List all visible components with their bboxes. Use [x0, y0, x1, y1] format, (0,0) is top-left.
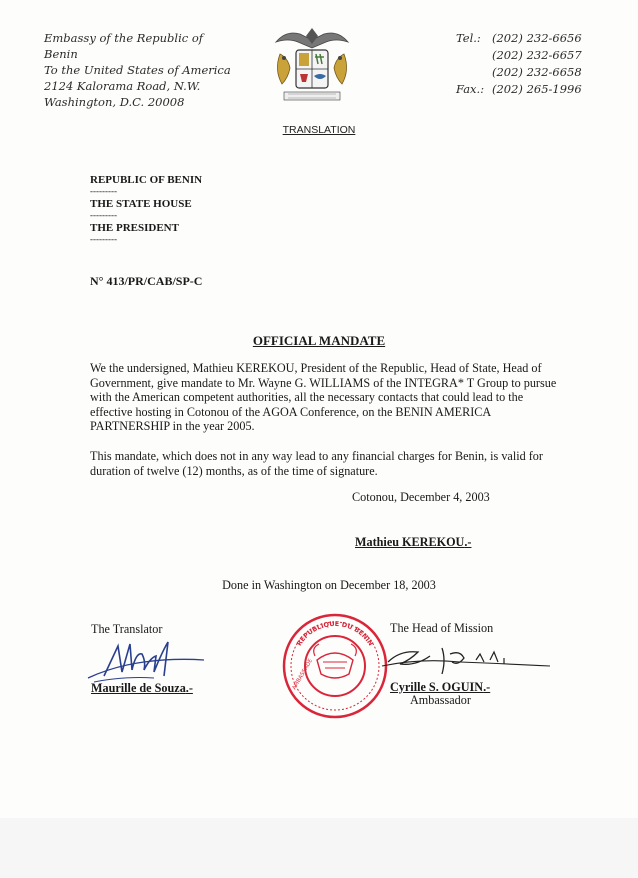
contact-label: Tel.: — [456, 31, 481, 45]
signer-name-text: Mathieu KEREKOU — [355, 535, 465, 549]
document-title: OFFICIAL MANDATE — [252, 333, 386, 348]
seal-top-text: REPUBLIQUE DU BENIN — [295, 619, 375, 648]
head-of-mission-role: Ambassador — [410, 693, 471, 707]
address-line-3: 2124 Kalorama Road, N.W. — [44, 79, 201, 93]
issuer-heading — [90, 174, 202, 246]
heading-divider: --------- — [90, 234, 117, 244]
translator-suffix: .- — [185, 681, 193, 695]
address-line-4: Washington, D.C. 20008 — [44, 95, 185, 109]
head-of-mission-name-text: Cyrille S. OGUIN — [390, 680, 484, 694]
contact-row — [456, 47, 616, 64]
heading-divider: --------- — [90, 210, 117, 220]
signer-name — [355, 535, 471, 550]
translation-label: TRANSLATION — [282, 124, 356, 136]
heading-divider: --------- — [90, 186, 117, 196]
embassy-seal — [281, 612, 389, 720]
place-and-date: Cotonou, December 4, 2003 — [352, 490, 490, 504]
page-bottom-margin — [0, 818, 638, 878]
body-paragraph-2: This mandate, which does not in any way lead to any financial charges for Benin, is valid for duration of twelve (12) months, as of the time of signature. — [90, 449, 543, 478]
translator-name — [91, 681, 193, 696]
signer-suffix: .- — [464, 535, 472, 549]
head-of-mission-suffix: .- — [483, 680, 491, 694]
translator-name-text: Maurille de Souza — [91, 681, 186, 695]
contact-row — [456, 30, 616, 47]
address-line-1: Embassy of the Republic of Benin — [44, 31, 204, 61]
contact-label — [456, 64, 492, 81]
done-in-line: Done in Washington on December 18, 2003 — [222, 578, 436, 592]
contact-label — [456, 47, 492, 64]
embassy-address — [44, 30, 234, 110]
benin-coat-of-arms — [266, 24, 358, 108]
contact-row — [456, 64, 616, 81]
phone-number: (202) 232-6657 — [492, 48, 582, 62]
translator-title: The Translator — [91, 622, 163, 636]
address-line-2: To the United States of America — [44, 63, 231, 77]
head-of-mission-signature — [380, 640, 552, 682]
seal-side-text: AMBASSADE — [291, 658, 315, 691]
phone-number: (202) 232-6656 — [492, 31, 582, 45]
body-paragraph-1: We the undersigned, Mathieu KEREKOU, President of the Republic, Head of State, Head of Government, give mandate to Mr. Wayne G. WILLIAMS of the INTEGRA* T Group to pursue with the American competent authorities, all the necessary contacts that could lead to the effective hosting in Cotonou of the AGOA Conference, on the BENIN AMERICA PARTNERSHIP in the year 2005. — [90, 361, 557, 433]
heading-state-house: THE STATE HOUSE — [90, 198, 192, 210]
embassy-contacts — [456, 30, 616, 98]
heading-republic: REPUBLIC OF BENIN — [90, 174, 203, 186]
contact-label: Fax.: — [456, 82, 485, 96]
contact-row — [456, 81, 616, 98]
phone-number: (202) 232-6658 — [492, 65, 582, 79]
head-of-mission-title: The Head of Mission — [390, 621, 494, 635]
reference-number: N° 413/PR/CAB/SP-C — [90, 274, 203, 288]
fax-number: (202) 265-1996 — [492, 82, 582, 96]
heading-president: THE PRESIDENT — [90, 222, 179, 234]
